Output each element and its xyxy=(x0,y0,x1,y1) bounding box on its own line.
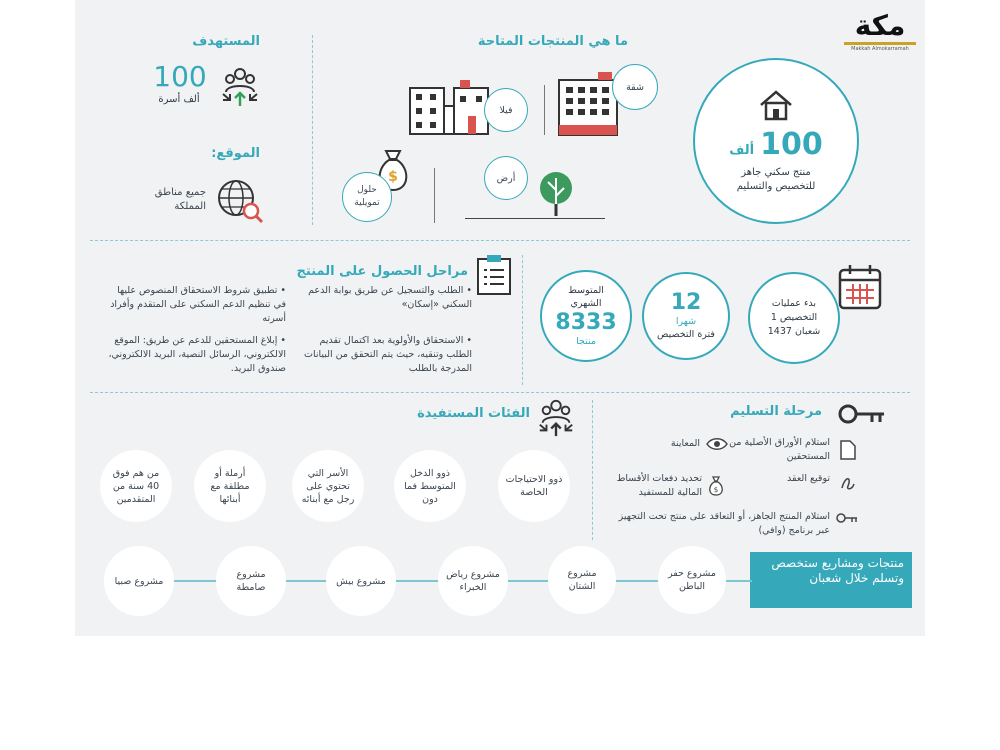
clipboard-checklist-icon xyxy=(476,254,512,296)
location-text: جميع مناطق المملكة xyxy=(154,187,206,212)
projects-title: منتجات ومشاريع ستخصص وتسلم خلال شعبان xyxy=(771,556,904,585)
villa-icon xyxy=(408,78,490,136)
groups-title: الفئات المستفيدة xyxy=(417,406,530,421)
group-item: الأسر التي تحتوي على رجل مع أبنائه xyxy=(292,450,364,522)
project-item: مشروع رياض الخبراء xyxy=(438,546,508,616)
products-total-unit: ألف xyxy=(729,142,755,158)
divider xyxy=(592,400,593,540)
land-bubble xyxy=(484,156,528,200)
villa-label: فيلا xyxy=(499,104,513,116)
avg-number: 8333 xyxy=(555,310,617,335)
beneficiary-unit: ألف أسرة xyxy=(158,94,200,105)
people-group-icon xyxy=(220,66,260,108)
group-item: أرملة أو مطلقة مع أبنائها xyxy=(194,450,266,522)
svg-text:$: $ xyxy=(388,169,398,185)
svg-text:$: $ xyxy=(713,486,719,494)
apartment-building-icon xyxy=(558,70,620,136)
logo-text: مكة xyxy=(854,9,906,42)
delivery-step: استلام المنتج الجاهز، أو التعاقد على منتج تحت التجهيز عبر برنامج (وافي) xyxy=(618,511,830,536)
tree-icon xyxy=(536,170,576,218)
calendar-icon xyxy=(838,264,882,310)
avg-label: المتوسط الشهري xyxy=(568,285,604,309)
house-icon xyxy=(758,89,794,121)
divider xyxy=(522,255,523,385)
group-item: ذوو الدخل المتوسط فما دون xyxy=(394,450,466,522)
products-total-circle xyxy=(693,58,859,224)
divider xyxy=(544,85,545,135)
eye-icon xyxy=(706,437,728,451)
months-label: فترة التخصيص xyxy=(657,329,715,340)
money-bag-small-icon xyxy=(708,476,724,496)
start-date-text: بدء عمليات التخصيص 1 شعبان 1437 xyxy=(767,298,821,337)
finance-bubble xyxy=(342,172,392,222)
villa-bubble xyxy=(484,88,528,132)
stages-bullet: • إبلاغ المستحقين للدعم عن طريق: الموقع الالكتروني، الرسائل النصية، البريد الالكتروني، صندوق البريد. xyxy=(108,335,286,374)
divider xyxy=(312,35,313,225)
delivery-step: تحديد دفعات الأقساط المالية للمستفيد xyxy=(616,473,702,498)
divider xyxy=(90,240,910,241)
start-date-circle xyxy=(748,272,840,364)
products-total-number: 100 xyxy=(760,126,823,162)
delivery-step: المعاينة xyxy=(670,438,700,449)
project-item: مشروع الشتان xyxy=(548,546,616,614)
delivery-step: استلام الأوراق الأصلية من المستحقين xyxy=(729,437,830,462)
beneficiary-number: 100 xyxy=(153,60,207,93)
signature-icon xyxy=(840,474,856,492)
logo-tagline: Makkah Almokarramah xyxy=(851,46,909,52)
monthly-average-circle xyxy=(540,270,632,362)
stages-bullet: • الطلب والتسجيل عن طريق بوابة الدعم السكني «إسكان» xyxy=(308,285,472,310)
allocation-period-circle xyxy=(642,272,730,360)
products-total-desc: منتج سكني جاهز للتخصيص والتسليم xyxy=(736,166,816,192)
stages-bullet: • تطبيق شروط الاستحقاق المنصوص عليها في تنظيم الدعم السكني على المتقدم وأفراد أسرته xyxy=(110,285,286,324)
products-title: ما هي المنتجات المتاحة xyxy=(477,34,628,49)
avg-unit: منتجا xyxy=(576,336,596,347)
key-icon xyxy=(838,402,886,426)
delivery-step: توقيع العقد xyxy=(787,473,830,484)
months-number: 12 xyxy=(670,290,702,315)
projects-banner xyxy=(750,552,912,608)
stages-bullet: • الاستحقاق والأولوية بعد اكتمال تقديم الطلب وتنقيه، حيث يتم التحقق من البيانات المدرجة بالطلب xyxy=(304,335,472,374)
delivery-title: مرحلة التسليم xyxy=(730,404,822,419)
project-item: مشروع صبيا xyxy=(104,546,174,616)
people-group-icon xyxy=(536,398,576,438)
divider xyxy=(434,168,435,223)
project-item: مشروع حفر الباطن xyxy=(658,546,726,614)
finance-label: حلول تمويلية xyxy=(354,185,380,208)
project-item: مشروع بيش xyxy=(326,546,396,616)
group-item: من هم فوق 40 سنة من المتقدمين xyxy=(100,450,172,522)
key-small-icon xyxy=(836,512,858,524)
location-title: الموقع: xyxy=(211,146,260,161)
stages-title: مراحل الحصول على المنتج xyxy=(296,264,468,279)
ground-line xyxy=(465,218,605,219)
apartment-bubble xyxy=(612,64,658,110)
apartment-label: شقة xyxy=(626,81,644,93)
beneficiary-title: المستهدف xyxy=(192,34,260,49)
group-item: ذوو الاحتياجات الخاصة xyxy=(498,450,570,522)
divider xyxy=(90,392,910,393)
globe-search-icon xyxy=(216,178,264,224)
land-label: أرض xyxy=(496,172,516,184)
project-item: مشروع صامطة xyxy=(216,546,286,616)
logo xyxy=(838,10,922,54)
document-icon xyxy=(840,440,856,460)
months-unit: شهرا xyxy=(675,316,697,327)
